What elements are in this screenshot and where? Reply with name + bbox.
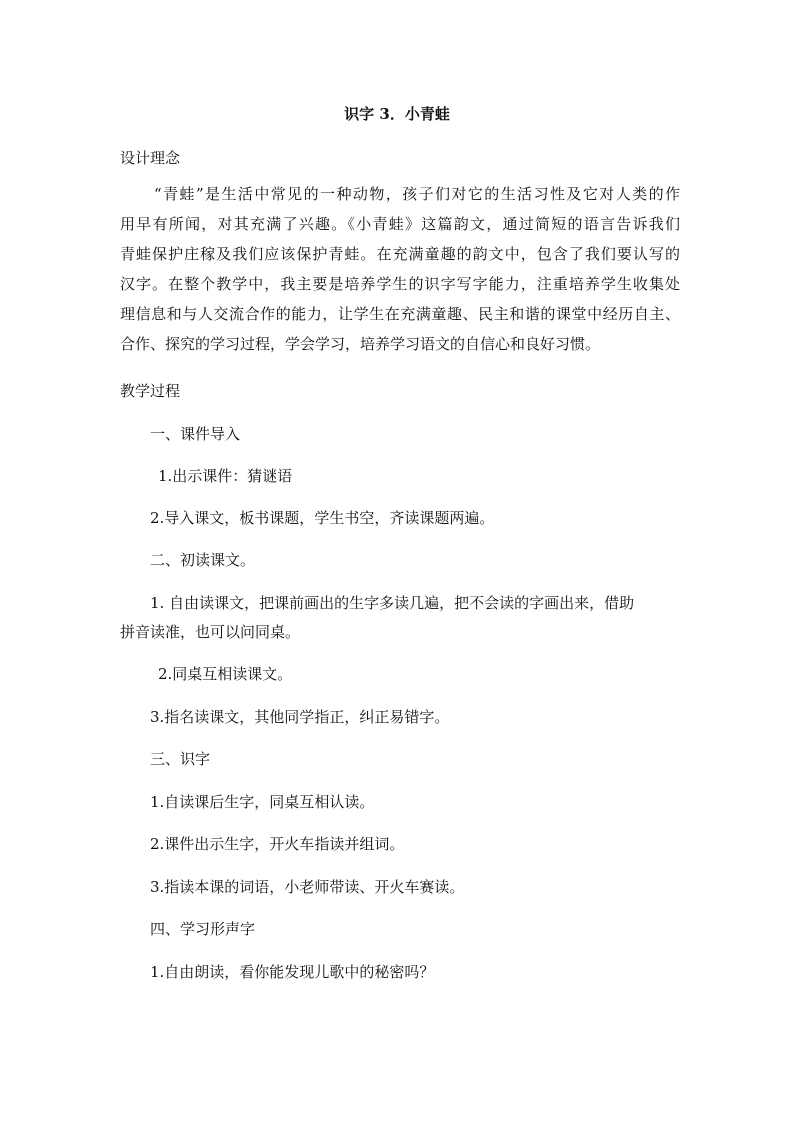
- design-paragraph-line: 青蛙保护庄稼及我们应该保护青蛙。在充满童趣的韵文中，包含了我们要认写的: [120, 245, 680, 263]
- section2-item-continued: 拼音读准，也可以问同桌。: [120, 623, 301, 641]
- design-paragraph-line: “青蛙”是生活中常见的一种动物，孩子们对它的生活习性及它对人类的作: [154, 185, 680, 203]
- design-paragraph: [120, 179, 680, 359]
- section2-item: 1. 自由读课文，把课前画出的生字多读几遍，把不会读的字画出来，借助: [150, 594, 635, 612]
- section3-item: 2.课件出示生字，开火车指读并组词。: [150, 835, 405, 853]
- section3-item: 1.自读课后生字，同桌互相认读。: [150, 793, 375, 811]
- section1-heading: 一、课件导入: [150, 425, 241, 443]
- section4-item: 1.自由朗读，看你能发现儿歌中的秘密吗？: [150, 963, 435, 981]
- design-paragraph-line: 合作、探究的学习过程，学会学习，培养学习语文的自信心和良好习惯。: [120, 335, 601, 353]
- document-title: 识字 3．小青蛙: [344, 105, 450, 123]
- section2-item: 2.同桌互相读课文。: [158, 665, 293, 683]
- section3-item: 3.指读本课的词语，小老师带读、开火车赛读。: [150, 878, 465, 896]
- process-heading: 教学过程: [120, 382, 181, 400]
- section1-item: 2.导入课文，板书课题，学生书空，齐读课题两遍。: [150, 509, 495, 527]
- design-paragraph-line: 理信息和与人交流合作的能力，让学生在充满童趣、民主和谐的课堂中经历自主、: [120, 305, 680, 323]
- section4-heading: 四、学习形声字: [150, 920, 256, 938]
- design-paragraph-line: 汉字。在整个教学中，我主要是培养学生的识字写字能力，注重培养学生收集处: [120, 275, 680, 293]
- section3-heading: 三、识字: [150, 750, 211, 768]
- section2-item: 3.指名读课文，其他同学指正，纠正易错字。: [150, 708, 450, 726]
- section1-item: 1.出示课件：猜谜语: [158, 467, 293, 485]
- design-heading: 设计理念: [120, 149, 181, 167]
- section2-heading: 二、初读课文。: [150, 551, 256, 569]
- design-paragraph-line: 用早有所闻，对其充满了兴趣。《小青蛙》这篇韵文，通过简短的语言告诉我们: [120, 215, 680, 233]
